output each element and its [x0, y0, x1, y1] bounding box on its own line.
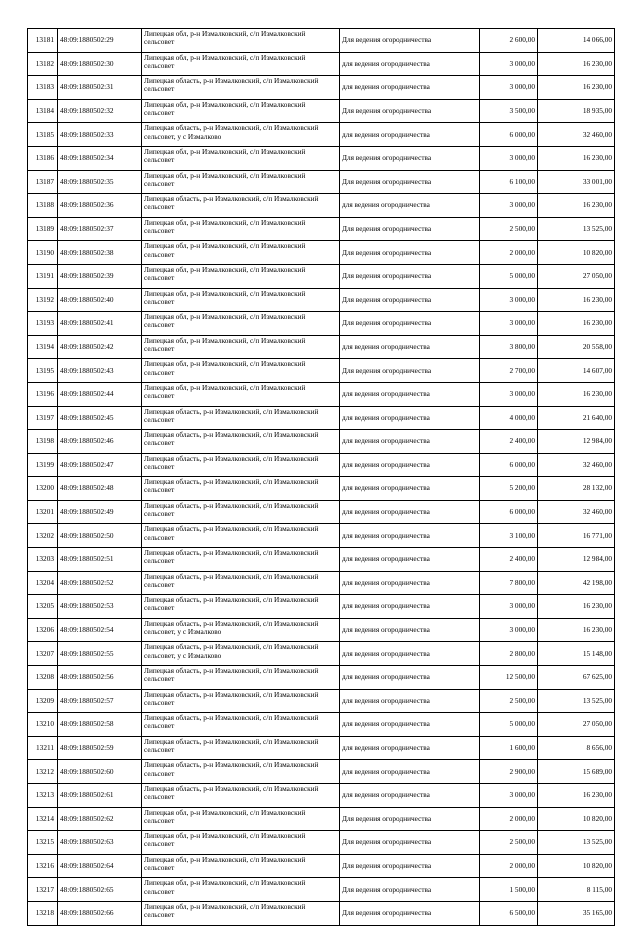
- table-row: [28, 713, 615, 737]
- address: Липецкая обл, р-н Измалковский, с/п Измалковский сельсовет: [142, 52, 340, 76]
- permitted-use: для ведения огородничества: [340, 52, 480, 76]
- cadastral-value: 28 132,00: [538, 477, 615, 501]
- permitted-use: Для ведения огородничества: [340, 288, 480, 312]
- cadastral-value: 13 525,00: [538, 689, 615, 713]
- land-plots-table: [27, 28, 615, 926]
- area: 2 000,00: [480, 241, 538, 265]
- table-row: [28, 784, 615, 808]
- address: Липецкая область, р-н Измалковский, с/п Измалковский сельсовет: [142, 689, 340, 713]
- area: 12 500,00: [480, 666, 538, 690]
- address: Липецкая обл, р-н Измалковский, с/п Измалковский сельсовет: [142, 382, 340, 406]
- cadastral-number: 48:09:1880502:51: [58, 548, 142, 572]
- permitted-use: для ведения огородничества: [340, 618, 480, 642]
- cadastral-value: 21 640,00: [538, 406, 615, 430]
- table-row: [28, 642, 615, 666]
- cadastral-value: 8 115,00: [538, 878, 615, 902]
- cadastral-number: 48:09:1880502:33: [58, 123, 142, 147]
- area: 3 000,00: [480, 595, 538, 619]
- row-number: 13209: [28, 689, 58, 713]
- address: Липецкая обл, р-н Измалковский, с/п Измалковский сельсовет: [142, 146, 340, 170]
- area: 2 000,00: [480, 854, 538, 878]
- address: Липецкая обл, р-н Измалковский, с/п Измалковский сельсовет: [142, 241, 340, 265]
- cadastral-value: 27 050,00: [538, 264, 615, 288]
- cadastral-number: 48:09:1880502:29: [58, 29, 142, 53]
- area: 3 800,00: [480, 335, 538, 359]
- cadastral-number: 48:09:1880502:64: [58, 854, 142, 878]
- cadastral-number: 48:09:1880502:57: [58, 689, 142, 713]
- address: Липецкая область, р-н Измалковский, с/п Измалковский сельсовет: [142, 430, 340, 454]
- area: 6 500,00: [480, 901, 538, 925]
- table-row: [28, 477, 615, 501]
- cadastral-number: 48:09:1880502:38: [58, 241, 142, 265]
- cadastral-number: 48:09:1880502:48: [58, 477, 142, 501]
- permitted-use: Для ведения огородничества: [340, 807, 480, 831]
- permitted-use: для ведения огородничества: [340, 760, 480, 784]
- cadastral-number: 48:09:1880502:54: [58, 618, 142, 642]
- table-row: [28, 666, 615, 690]
- cadastral-value: 67 625,00: [538, 666, 615, 690]
- area: 2 700,00: [480, 359, 538, 383]
- table-row: [28, 689, 615, 713]
- permitted-use: Для ведения огородничества: [340, 241, 480, 265]
- area: 3 000,00: [480, 382, 538, 406]
- row-number: 13199: [28, 453, 58, 477]
- address: Липецкая область, р-н Измалковский, с/п Измалковский сельсовет: [142, 713, 340, 737]
- table-row: [28, 312, 615, 336]
- address: Липецкая область, р-н Измалковский, с/п Измалковский сельсовет: [142, 453, 340, 477]
- row-number: 13186: [28, 146, 58, 170]
- area: 1 500,00: [480, 878, 538, 902]
- row-number: 13191: [28, 264, 58, 288]
- area: 2 500,00: [480, 831, 538, 855]
- permitted-use: для ведения огородничества: [340, 595, 480, 619]
- area: 2 400,00: [480, 430, 538, 454]
- address: Липецкая обл, р-н Измалковский, с/п Измалковский сельсовет: [142, 264, 340, 288]
- area: 5 200,00: [480, 477, 538, 501]
- area: 6 000,00: [480, 500, 538, 524]
- row-number: 13184: [28, 99, 58, 123]
- permitted-use: Для ведения огородничества: [340, 854, 480, 878]
- table-row: [28, 453, 615, 477]
- cadastral-value: 10 820,00: [538, 854, 615, 878]
- table-row: [28, 901, 615, 925]
- address: Липецкая обл, р-н Измалковский, с/п Измалковский сельсовет: [142, 878, 340, 902]
- permitted-use: для ведения огородничества: [340, 642, 480, 666]
- area: 2 500,00: [480, 217, 538, 241]
- area: 3 500,00: [480, 99, 538, 123]
- cadastral-number: 48:09:1880502:39: [58, 264, 142, 288]
- address: Липецкая обл, р-н Измалковский, с/п Измалковский сельсовет: [142, 335, 340, 359]
- cadastral-number: 48:09:1880502:41: [58, 312, 142, 336]
- table-row: [28, 406, 615, 430]
- table-row: [28, 123, 615, 147]
- table-row: [28, 99, 615, 123]
- cadastral-value: 16 230,00: [538, 382, 615, 406]
- address: Липецкая область, р-н Измалковский, с/п Измалковский сельсовет: [142, 406, 340, 430]
- cadastral-value: 16 230,00: [538, 76, 615, 100]
- address: Липецкая обл, р-н Измалковский, с/п Измалковский сельсовет: [142, 29, 340, 53]
- address: Липецкая область, р-н Измалковский, с/п Измалковский сельсовет: [142, 666, 340, 690]
- address: Липецкая обл, р-н Измалковский, с/п Измалковский сельсовет: [142, 359, 340, 383]
- row-number: 13193: [28, 312, 58, 336]
- cadastral-number: 48:09:1880502:63: [58, 831, 142, 855]
- area: 3 000,00: [480, 52, 538, 76]
- cadastral-value: 16 230,00: [538, 595, 615, 619]
- cadastral-value: 15 689,00: [538, 760, 615, 784]
- table-row: [28, 548, 615, 572]
- table-row: [28, 29, 615, 53]
- table-row: [28, 194, 615, 218]
- row-number: 13188: [28, 194, 58, 218]
- row-number: 13213: [28, 784, 58, 808]
- address: Липецкая обл, р-н Измалковский, с/п Измалковский сельсовет: [142, 288, 340, 312]
- permitted-use: для ведения огородничества: [340, 76, 480, 100]
- address: Липецкая область, р-н Измалковский, с/п Измалковский сельсовет: [142, 595, 340, 619]
- permitted-use: Для ведения огородничества: [340, 878, 480, 902]
- area: 2 900,00: [480, 760, 538, 784]
- table-row: [28, 288, 615, 312]
- row-number: 13194: [28, 335, 58, 359]
- permitted-use: для ведения огородничества: [340, 666, 480, 690]
- address: Липецкая область, р-н Измалковский, с/п Измалковский сельсовет, у с Измалково: [142, 123, 340, 147]
- table-row: [28, 878, 615, 902]
- row-number: 13189: [28, 217, 58, 241]
- area: 3 100,00: [480, 524, 538, 548]
- row-number: 13203: [28, 548, 58, 572]
- area: 3 000,00: [480, 784, 538, 808]
- row-number: 13218: [28, 901, 58, 925]
- cadastral-value: 15 148,00: [538, 642, 615, 666]
- row-number: 13181: [28, 29, 58, 53]
- cadastral-value: 8 656,00: [538, 736, 615, 760]
- cadastral-number: 48:09:1880502:35: [58, 170, 142, 194]
- permitted-use: для ведения огородничества: [340, 123, 480, 147]
- address: Липецкая область, р-н Измалковский, с/п Измалковский сельсовет: [142, 736, 340, 760]
- row-number: 13204: [28, 571, 58, 595]
- cadastral-number: 48:09:1880502:43: [58, 359, 142, 383]
- address: Липецкая область, р-н Измалковский, с/п Измалковский сельсовет: [142, 500, 340, 524]
- address: Липецкая область, р-н Измалковский, с/п Измалковский сельсовет: [142, 784, 340, 808]
- row-number: 13183: [28, 76, 58, 100]
- cadastral-value: 12 984,00: [538, 430, 615, 454]
- row-number: 13197: [28, 406, 58, 430]
- area: 2 400,00: [480, 548, 538, 572]
- permitted-use: для ведения огородничества: [340, 524, 480, 548]
- permitted-use: Для ведения огородничества: [340, 217, 480, 241]
- permitted-use: для ведения огородничества: [340, 548, 480, 572]
- permitted-use: Для ведения огородничества: [340, 831, 480, 855]
- row-number: 13196: [28, 382, 58, 406]
- area: 3 000,00: [480, 146, 538, 170]
- address: Липецкая обл, р-н Измалковский, с/п Измалковский сельсовет: [142, 901, 340, 925]
- address: Липецкая область, р-н Измалковский, с/п Измалковский сельсовет: [142, 548, 340, 572]
- permitted-use: для ведения огородничества: [340, 194, 480, 218]
- permitted-use: Для ведения огородничества: [340, 312, 480, 336]
- cadastral-number: 48:09:1880502:52: [58, 571, 142, 595]
- table-body: [28, 29, 615, 926]
- cadastral-value: 32 460,00: [538, 123, 615, 147]
- row-number: 13210: [28, 713, 58, 737]
- table-row: [28, 146, 615, 170]
- area: 2 500,00: [480, 689, 538, 713]
- address: Липецкая обл, р-н Измалковский, с/п Измалковский сельсовет: [142, 807, 340, 831]
- cadastral-value: 18 935,00: [538, 99, 615, 123]
- cadastral-value: 16 771,00: [538, 524, 615, 548]
- area: 2 000,00: [480, 807, 538, 831]
- cadastral-number: 48:09:1880502:65: [58, 878, 142, 902]
- cadastral-value: 16 230,00: [538, 312, 615, 336]
- permitted-use: для ведения огородничества: [340, 784, 480, 808]
- area: 3 000,00: [480, 618, 538, 642]
- cadastral-value: 16 230,00: [538, 618, 615, 642]
- table-row: [28, 217, 615, 241]
- cadastral-number: 48:09:1880502:31: [58, 76, 142, 100]
- area: 2 800,00: [480, 642, 538, 666]
- table-row: [28, 241, 615, 265]
- table-row: [28, 335, 615, 359]
- row-number: 13187: [28, 170, 58, 194]
- cadastral-value: 33 001,00: [538, 170, 615, 194]
- table-row: [28, 430, 615, 454]
- table-row: [28, 595, 615, 619]
- cadastral-number: 48:09:1880502:46: [58, 430, 142, 454]
- area: 2 600,00: [480, 29, 538, 53]
- area: 6 100,00: [480, 170, 538, 194]
- cadastral-number: 48:09:1880502:60: [58, 760, 142, 784]
- address: Липецкая обл, р-н Измалковский, с/п Измалковский сельсовет: [142, 854, 340, 878]
- area: 6 000,00: [480, 453, 538, 477]
- permitted-use: для ведения огородничества: [340, 335, 480, 359]
- cadastral-number: 48:09:1880502:62: [58, 807, 142, 831]
- cadastral-value: 16 230,00: [538, 784, 615, 808]
- cadastral-number: 48:09:1880502:40: [58, 288, 142, 312]
- area: 4 000,00: [480, 406, 538, 430]
- cadastral-number: 48:09:1880502:47: [58, 453, 142, 477]
- cadastral-value: 16 230,00: [538, 194, 615, 218]
- cadastral-value: 32 460,00: [538, 500, 615, 524]
- row-number: 13217: [28, 878, 58, 902]
- table-row: [28, 854, 615, 878]
- table-row: [28, 359, 615, 383]
- cadastral-number: 48:09:1880502:66: [58, 901, 142, 925]
- cadastral-number: 48:09:1880502:32: [58, 99, 142, 123]
- cadastral-number: 48:09:1880502:58: [58, 713, 142, 737]
- address: Липецкая область, р-н Измалковский, с/п Измалковский сельсовет: [142, 76, 340, 100]
- permitted-use: для ведения огородничества: [340, 406, 480, 430]
- address: Липецкая область, р-н Измалковский, с/п Измалковский сельсовет: [142, 194, 340, 218]
- permitted-use: для ведения огородничества: [340, 430, 480, 454]
- cadastral-number: 48:09:1880502:37: [58, 217, 142, 241]
- table-row: [28, 618, 615, 642]
- permitted-use: Для ведения огородничества: [340, 99, 480, 123]
- address: Липецкая область, р-н Измалковский, с/п Измалковский сельсовет, у с Измалково: [142, 642, 340, 666]
- area: 3 000,00: [480, 194, 538, 218]
- row-number: 13200: [28, 477, 58, 501]
- table-row: [28, 571, 615, 595]
- address: Липецкая область, р-н Измалковский, с/п Измалковский сельсовет: [142, 571, 340, 595]
- cadastral-value: 27 050,00: [538, 713, 615, 737]
- cadastral-number: 48:09:1880502:42: [58, 335, 142, 359]
- cadastral-number: 48:09:1880502:34: [58, 146, 142, 170]
- row-number: 13190: [28, 241, 58, 265]
- area: 6 000,00: [480, 123, 538, 147]
- cadastral-value: 16 230,00: [538, 146, 615, 170]
- permitted-use: Для ведения огородничества: [340, 901, 480, 925]
- area: 1 600,00: [480, 736, 538, 760]
- table-row: [28, 524, 615, 548]
- table-row: [28, 382, 615, 406]
- cadastral-number: 48:09:1880502:55: [58, 642, 142, 666]
- permitted-use: Для ведения огородничества: [340, 170, 480, 194]
- table-row: [28, 736, 615, 760]
- permitted-use: для ведения огородничества: [340, 500, 480, 524]
- row-number: 13215: [28, 831, 58, 855]
- address: Липецкая обл, р-н Измалковский, с/п Измалковский сельсовет: [142, 831, 340, 855]
- area: 5 000,00: [480, 264, 538, 288]
- permitted-use: для ведения огородничества: [340, 689, 480, 713]
- cadastral-number: 48:09:1880502:61: [58, 784, 142, 808]
- row-number: 13198: [28, 430, 58, 454]
- table-row: [28, 264, 615, 288]
- permitted-use: Для ведения огородничества: [340, 29, 480, 53]
- area: 3 000,00: [480, 288, 538, 312]
- address: Липецкая обл, р-н Измалковский, с/п Измалковский сельсовет: [142, 170, 340, 194]
- area: 5 000,00: [480, 713, 538, 737]
- row-number: 13205: [28, 595, 58, 619]
- row-number: 13206: [28, 618, 58, 642]
- permitted-use: для ведения огородничества: [340, 382, 480, 406]
- row-number: 13216: [28, 854, 58, 878]
- cadastral-value: 16 230,00: [538, 288, 615, 312]
- cadastral-number: 48:09:1880502:50: [58, 524, 142, 548]
- row-number: 13182: [28, 52, 58, 76]
- cadastral-value: 14 066,00: [538, 29, 615, 53]
- cadastral-number: 48:09:1880502:49: [58, 500, 142, 524]
- address: Липецкая область, р-н Измалковский, с/п Измалковский сельсовет, у с Измалково: [142, 618, 340, 642]
- cadastral-value: 10 820,00: [538, 807, 615, 831]
- cadastral-number: 48:09:1880502:53: [58, 595, 142, 619]
- table-row: [28, 170, 615, 194]
- cadastral-value: 20 558,00: [538, 335, 615, 359]
- cadastral-value: 14 607,00: [538, 359, 615, 383]
- permitted-use: для ведения огородничества: [340, 736, 480, 760]
- cadastral-value: 42 198,00: [538, 571, 615, 595]
- table-row: [28, 500, 615, 524]
- permitted-use: для ведения огородничества: [340, 453, 480, 477]
- row-number: 13214: [28, 807, 58, 831]
- cadastral-number: 48:09:1880502:45: [58, 406, 142, 430]
- cadastral-value: 35 165,00: [538, 901, 615, 925]
- cadastral-number: 48:09:1880502:59: [58, 736, 142, 760]
- row-number: 13202: [28, 524, 58, 548]
- cadastral-number: 48:09:1880502:44: [58, 382, 142, 406]
- address: Липецкая обл, р-н Измалковский, с/п Измалковский сельсовет: [142, 217, 340, 241]
- area: 7 800,00: [480, 571, 538, 595]
- table-row: [28, 76, 615, 100]
- table-row: [28, 760, 615, 784]
- table-row: [28, 831, 615, 855]
- cadastral-value: 16 230,00: [538, 52, 615, 76]
- permitted-use: Для ведения огородничества: [340, 359, 480, 383]
- cadastral-value: 13 525,00: [538, 217, 615, 241]
- permitted-use: Для ведения огородничества: [340, 146, 480, 170]
- permitted-use: для ведения огородничества: [340, 713, 480, 737]
- cadastral-number: 48:09:1880502:56: [58, 666, 142, 690]
- cadastral-value: 10 820,00: [538, 241, 615, 265]
- address: Липецкая обл, р-н Измалковский, с/п Измалковский сельсовет: [142, 312, 340, 336]
- cadastral-value: 13 525,00: [538, 831, 615, 855]
- row-number: 13201: [28, 500, 58, 524]
- table-row: [28, 52, 615, 76]
- permitted-use: Для ведения огородничества: [340, 264, 480, 288]
- address: Липецкая область, р-н Измалковский, с/п Измалковский сельсовет: [142, 524, 340, 548]
- area: 3 000,00: [480, 76, 538, 100]
- cadastral-number: 48:09:1880502:30: [58, 52, 142, 76]
- address: Липецкая обл, р-н Измалковский, с/п Измалковский сельсовет: [142, 99, 340, 123]
- row-number: 13212: [28, 760, 58, 784]
- permitted-use: для ведения огородничества: [340, 571, 480, 595]
- cadastral-value: 12 984,00: [538, 548, 615, 572]
- address: Липецкая область, р-н Измалковский, с/п Измалковский сельсовет: [142, 477, 340, 501]
- table-row: [28, 807, 615, 831]
- permitted-use: для ведения огородничества: [340, 477, 480, 501]
- cadastral-number: 48:09:1880502:36: [58, 194, 142, 218]
- row-number: 13211: [28, 736, 58, 760]
- address: Липецкая область, р-н Измалковский, с/п Измалковский сельсовет: [142, 760, 340, 784]
- row-number: 13185: [28, 123, 58, 147]
- row-number: 13195: [28, 359, 58, 383]
- cadastral-value: 32 460,00: [538, 453, 615, 477]
- row-number: 13208: [28, 666, 58, 690]
- area: 3 000,00: [480, 312, 538, 336]
- row-number: 13192: [28, 288, 58, 312]
- row-number: 13207: [28, 642, 58, 666]
